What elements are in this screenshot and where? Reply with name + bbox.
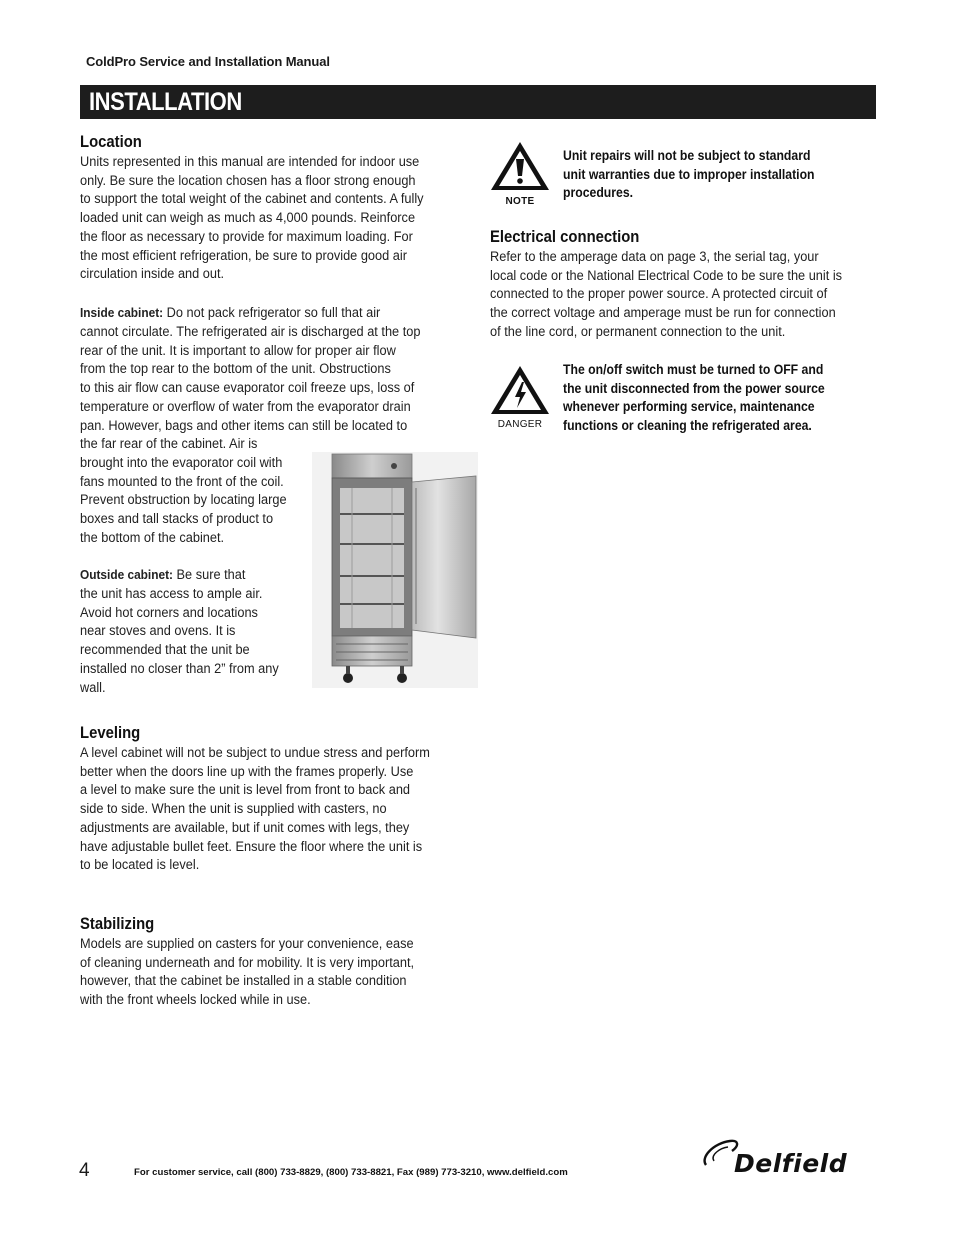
danger-block	[489, 364, 551, 430]
customer-service-contact: For customer service, call (800) 733-8829, (800) 733-8821, Fax (989) 773-3210, www.delfield.com	[134, 1167, 568, 1178]
lightning-warning-icon	[489, 364, 551, 416]
logo-text: Delfield	[734, 1149, 848, 1178]
electrical-body: Refer to the amperage data on page 3, the serial tag, your local code or the National Electrical Code to be sure the unit is connected to the proper power source. A protected circuit of the correct voltage and amperage must be run for connection of the line cord, or permanent connection to the unit.	[490, 249, 843, 340]
note-block	[489, 140, 551, 207]
refrigerator-illustration	[312, 452, 478, 688]
stabilizing-heading: Stabilizing	[80, 915, 155, 933]
note-text: Unit repairs will not be subject to standard unit warranties due to improper installation procedures.	[563, 148, 815, 201]
section-title: INSTALLATION	[89, 88, 242, 116]
stabilizing-body: Models are supplied on casters for your convenience, ease of cleaning underneath and for mobility. It is very important, however, that the cabinet be installed in a stable condition with the front wheels locked while in use.	[80, 936, 415, 1009]
leveling-heading: Leveling	[80, 724, 141, 742]
outside-cabinet-first-line: Be sure that	[172, 567, 246, 583]
inside-cabinet-paragraph	[80, 304, 458, 323]
leveling-body: A level cabinet will not be subject to undue stress and perform better when the doors line up with the frames properly. Use a level to make sure the unit is level from front to back and side to side. When the unit is supplied with casters, no adjustments are available, but if unit comes with legs, they have adjustable bullet feet. Ensure the floor where the unit is to be located is level.	[80, 745, 430, 874]
section-banner	[80, 85, 876, 119]
danger-label: DANGER	[497, 419, 543, 430]
delfield-logo	[700, 1135, 880, 1185]
inside-cabinet-body: cannot circulate. The refrigerated air is discharged at the top rear of the unit. It is important to allow for proper air flow from the top rear to the bottom of the unit. Obstructions to this air flow can cause evaporator coil freeze ups, loss of temperature or overflow of water from the evaporator drain pan. However, bags and other items can still be located to the far rear of the cabinet. Air is brought into the evaporator coil with fans mounted to the front of the coil. Prevent obstruction by locating large boxes and tall stacks of product to the bottom of the cabinet.	[80, 324, 421, 546]
exclamation-warning-icon	[489, 140, 551, 192]
inside-cabinet-first-line: Do not pack refrigerator so full that air	[163, 305, 381, 321]
inside-cabinet-label: Inside cabinet:	[80, 305, 164, 320]
outside-cabinet-paragraph	[80, 566, 314, 585]
location-body: Units represented in this manual are intended for indoor use only. Be sure the location chosen has a floor strong enough to support the total weight of the cabinet and contents. A fully loaded unit can weigh as much as 4,000 pounds. Reinforce the floor as necessary to provide for maximum loading. For the most efficient refrigeration, be sure to provide good air circulation inside and out.	[80, 154, 424, 283]
refrigerator-photo	[312, 452, 478, 688]
page-number: 4	[79, 1160, 90, 1181]
manual-title: ColdPro Service and Installation Manual	[86, 54, 330, 69]
outside-cabinet-label: Outside cabinet:	[80, 567, 173, 582]
danger-text: The on/off switch must be turned to OFF and the unit disconnected from the power source whenever performing service, maintenance functions or cleaning the refrigerated area.	[563, 362, 825, 433]
outside-cabinet-body: the unit has access to ample air. Avoid hot corners and locations near stoves and ovens. It is recommended that the unit be installed no closer than 2” from any wall.	[80, 586, 279, 696]
electrical-heading: Electrical connection	[490, 228, 640, 246]
note-label: NOTE	[505, 196, 535, 207]
location-heading: Location	[80, 133, 142, 151]
